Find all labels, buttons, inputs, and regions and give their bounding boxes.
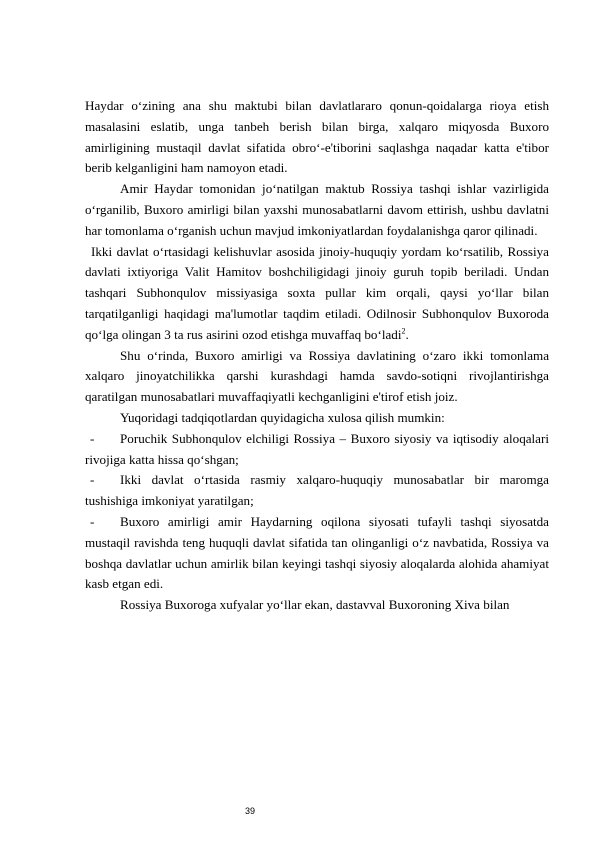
paragraph-last: Rossiya Buxoroga xufyalar yo‘llar ekan, dastavval Buxoroning Xiva bilan	[120, 597, 510, 613]
paragraph-3	[85, 242, 549, 346]
paragraph-2: Amir Haydar tomonidan jo‘natilgan maktub Rossiya tashqi ishlar vazirligida o‘rganilib, Buxoro amirligi bilan yaxshi munosabatlarni davom ettirish, ushbu davlatni har tomonlama o‘rganish uchun mavjud imkoniyatlardan foydalanishga qaror qilinadi.	[85, 181, 549, 238]
document-body	[85, 96, 549, 616]
paragraph-4: Shu o‘rinda, Buxoro amirligi va Rossiya davlatining o‘zaro ikki tomonlama xalqaro jinoyatchilikka qarshi kurashdagi hamda savdo-sotiqni rivojlantirishga qaratilgan munosabatlari muvaffaqiyatli kechganligini e'tirof etish joiz.	[85, 347, 549, 405]
list-item	[85, 470, 549, 512]
paragraph-5: Yuqoridagi tadqiqotlardan quyidagicha xulosa qilish mumkin:	[120, 409, 445, 425]
list-dash: -	[90, 472, 95, 488]
page-number: 39	[245, 806, 256, 816]
list-item-text: Ikki davlat o‘rtasida rasmiy xalqaro-huquqiy munosabatlar bir maromga tushishiga imkoniyat yaratilgan;	[85, 472, 549, 509]
paragraph-3-tail: .	[405, 326, 409, 342]
paragraph-3-text: Ikki davlat o‘rtasidagi kelishuvlar asosida jinoiy-huquqiy yordam ko‘rsatilib, Rossiya davlati ixtiyoriga Valit Hamitov boshchiligidagi jinoiy guruh topib beriladi. Undan tashqari Subhonqulov missiyasiga soxta pullar kim orqali, qaysi yo‘llar bilan tarqatilganligi haqidagi ma'lumotlar taqdim etiladi. Odilnosir Subhonqulov Buxoroda qo‘lga olingan 3 ta rus asirini ozod etishga muvaffaq bo‘ladi	[85, 243, 549, 342]
list-item-text: Poruchik Subhonqulov elchiligi Rossiya – Buxoro siyosiy va iqtisodiy aloqalari rivojiga katta hissa qo‘shgan;	[85, 430, 549, 467]
list-item	[85, 429, 549, 471]
list-dash: -	[90, 513, 95, 529]
list-item-text: Buxoro amirligi amir Haydarning oqilona siyosati tufayli tashqi siyosatda mustaqil ravishda teng huquqli davlat sifatida tan olinganligi o‘z navbatida, Rossiya va boshqa davlatlar uchun amirlik bilan keyingi tashqi siyosiy aloqalarda alohida ahamiyat kasb etgan edi.	[85, 513, 549, 592]
footnote-reference[interactable]: 2	[401, 326, 406, 336]
list-item	[85, 512, 549, 595]
list-dash: -	[90, 430, 95, 446]
paragraph-1: Haydar o‘zining ana shu maktubi bilan davlatlararo qonun-qoidalarga rioya etish masalasini eslatib, unga tanbeh berish bilan birga, xalqaro miqyosda Buxoro amirligining mustaqil davlat sifatida obro‘-e'tiborini saqlashga naqadar katta e'tibor berib kelganligini ham namoyon etadi.	[85, 98, 549, 176]
